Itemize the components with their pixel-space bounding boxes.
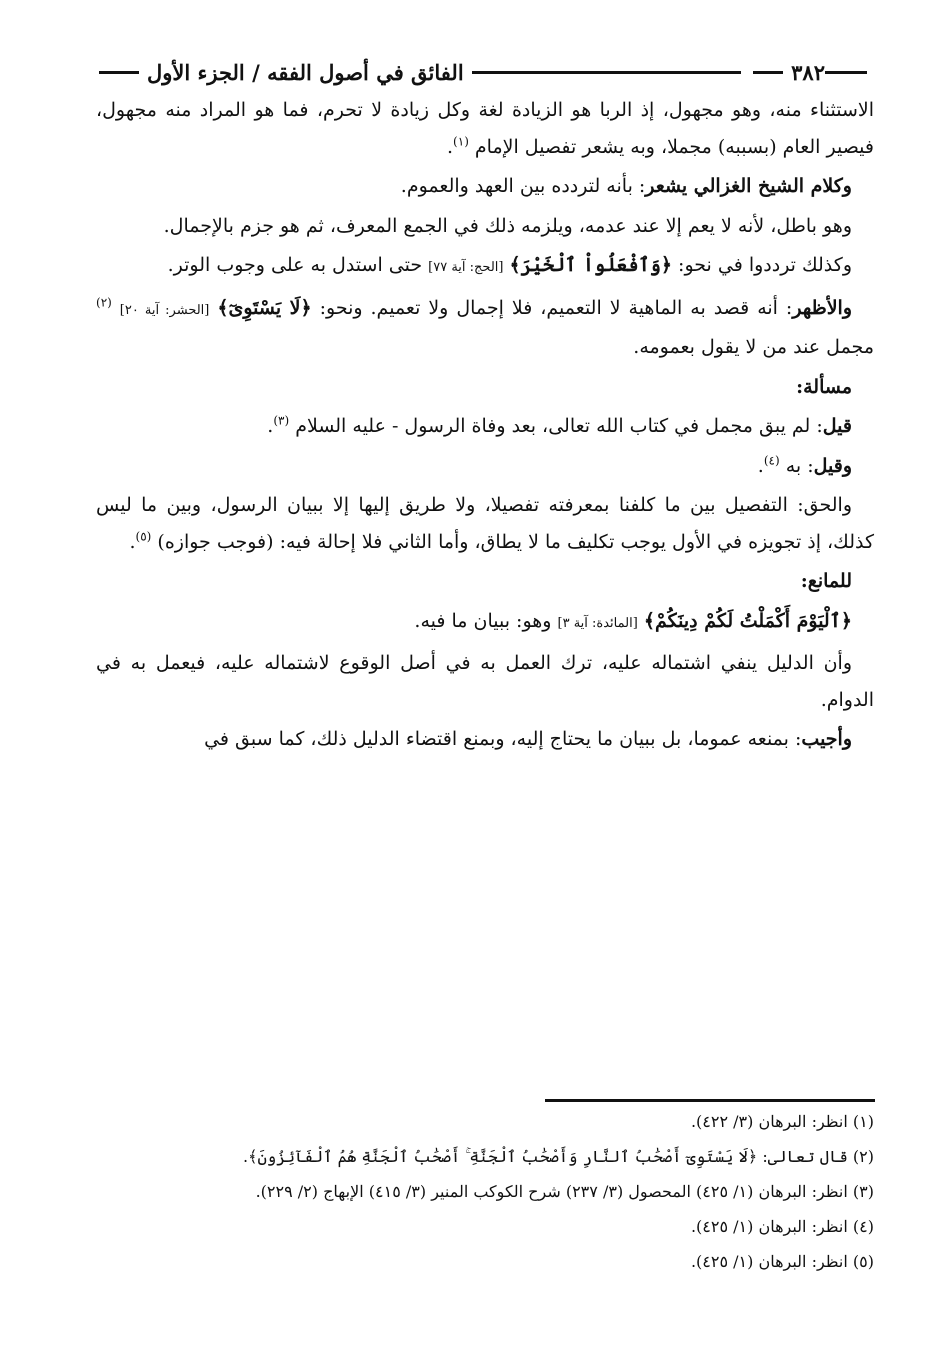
section-heading: مسألة:: [796, 375, 852, 398]
running-title: الفائق في أصول الفقه / الجزء الأول: [147, 59, 464, 85]
paragraph: ﴿ٱلْيَوْمَ أَكْمَلْتُ لَكُمْ دِينَكُمْ﴾ [المائدة: آية ٣] وهو: ببيان ما فيه.: [414, 609, 852, 632]
header-rule-right: [825, 71, 867, 74]
main-text: [96, 92, 874, 1092]
footnote-marker: (٣): [273, 413, 290, 428]
header-rule-left: [99, 71, 139, 74]
paragraph: وقيل: به $^{(٤)}$.: [757, 453, 852, 477]
quran-verse: ﴿وَٱفْعَلُواْ ٱلْخَيْرَ﴾: [509, 254, 672, 276]
paragraph: وهو باطل، لأنه لا يعم إلا عند عدمه، ويلزمه ذلك في الجمع المعرف، ثم هو جزم بالإجمال.: [163, 214, 852, 237]
footnote: (٣) انظر: البرهان (١/ ٤٢٥) المحصول (٣/ ٢٣٧) شرح الكوكب المنير (٣/ ٤١٥) الإبهاج (٢/ ٢٢٩).: [255, 1182, 874, 1201]
header-rule-short: [753, 71, 783, 74]
footnote: (١) انظر: البرهان (٣/ ٤٢٢).: [690, 1112, 874, 1131]
verse-reference: [الحشر: آية ٢٠]: [119, 302, 210, 318]
paragraph: والأظهر: أنه قصد به الماهية لا التعميم، فلا إجمال ولا تعميم. ونحو: ﴿لَا يَسْتَوِىٓ﴾ [الحشر: آية ٢٠] $^{(٢)}$ مجمل عند من لا يقول بعمومه.: [96, 295, 874, 358]
running-header: [95, 55, 875, 89]
paragraph: قيل: لم يبق مجمل في كتاب الله تعالى، بعد وفاة الرسول - عليه السلام $^{(٣)}$.: [267, 413, 852, 437]
footnote: (٤) انظر: البرهان (١/ ٤٢٥).: [690, 1217, 874, 1236]
footnote-marker: (٢): [96, 295, 112, 310]
page-number: ٣٨٢: [791, 59, 825, 85]
section-heading: للمانع:: [800, 570, 852, 592]
footnote: (٥) انظر: البرهان (١/ ٤٢٥).: [690, 1252, 874, 1271]
footnote: (٢) قال تعالى: ﴿لَا يَسْتَوِىٓ أَصْحَٰبُ ٱلنَّارِ وَأَصْحَٰبُ ٱلْجَنَّةِ ۚ أَصْحَٰبُ ٱلْجَنَّةِ هُمُ ٱلْفَآئِزُونَ﴾.: [243, 1147, 874, 1166]
paragraph: وكذلك ترددوا في نحو: ﴿وَٱفْعَلُواْ ٱلْخَيْرَ﴾ [الحج: آية ٧٧] حتى استدل به على وجوب الوتر.: [167, 254, 852, 276]
paragraph: وأجيب: بمنعه عموما، بل ببيان ما يحتاج إليه، وبمنع اقتضاء الدليل ذلك، كما سبق في: [204, 728, 852, 750]
quran-verse: ﴿ٱلْيَوْمَ أَكْمَلْتُ لَكُمْ دِينَكُمْ﴾: [643, 609, 852, 632]
header-rule-long: [472, 71, 741, 74]
footnote-marker: (٤): [763, 453, 780, 468]
footnote-separator: [545, 1099, 875, 1102]
footnote-marker: (١): [453, 134, 469, 149]
footnote-marker: (٥): [135, 529, 152, 544]
quran-verse: ﴿لَا يَسْتَوِىٓ﴾: [217, 296, 312, 319]
paragraph: الاستثناء منه، وهو مجهول، إذ الربا هو الزيادة لغة وكل زيادة لا تحرم، فما هو المراد منه مجهول، فيصير العام (بسببه) مجملا، وبه يشعر تفصيل الإمام $^{(١)}$.: [96, 99, 874, 158]
paragraph: وكلام الشيخ الغزالي يشعر: بأنه لتردده بين العهد والعموم.: [400, 175, 852, 197]
verse-reference: [الحج: آية ٧٧]: [428, 260, 504, 275]
paragraph: وأن الدليل ينفي اشتماله عليه، ترك العمل به في أصل الوقوع لاشتماله عليه، فيعمل به في الدوام.: [96, 652, 874, 711]
verse-reference: [المائدة: آية ٣]: [557, 615, 638, 631]
paragraph: والحق: التفصيل بين ما كلفنا بمعرفته تفصيلا، ولا طريق إليها إلا ببيان الرسول، وبين ما ليس كذلك، إذ تجويزه في الأول يوجب تكليف ما لا يطاق، وأما الثاني فلا إحالة فيه: (فوجب جوازه) $^{(٥)}$.: [96, 494, 874, 553]
footnotes: [96, 1104, 874, 1279]
